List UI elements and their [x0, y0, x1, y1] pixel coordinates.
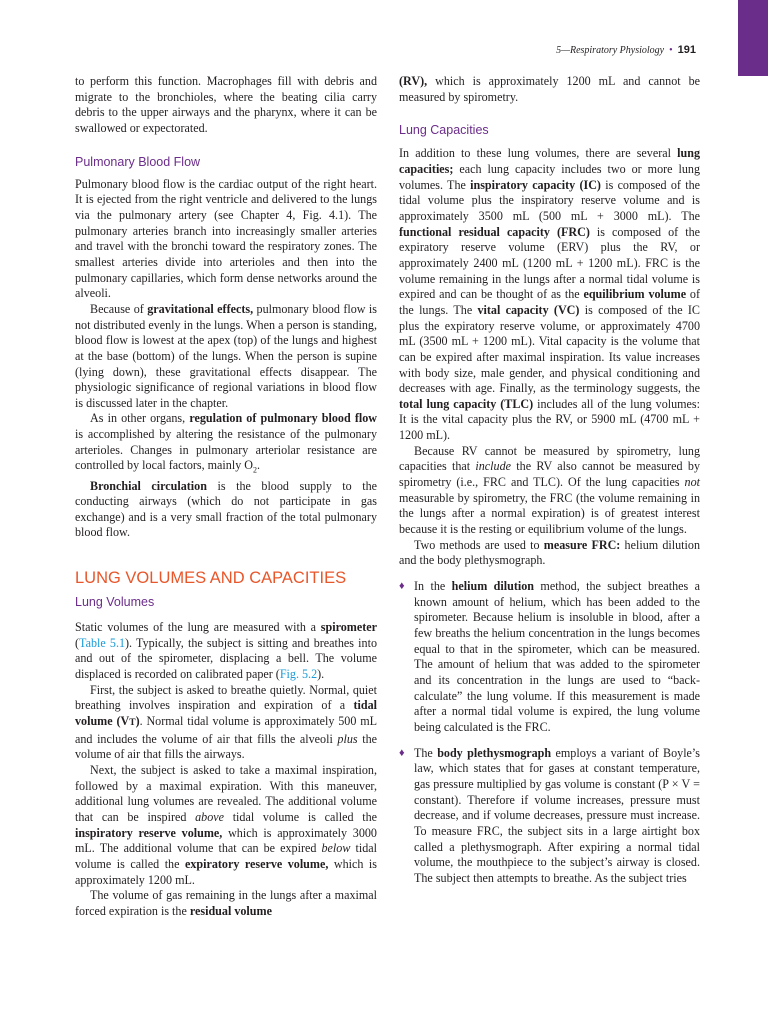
list-item [399, 579, 700, 736]
paragraph: (RV), which is approximately 1200 mL and cannot be measured by spirometry. [399, 74, 700, 104]
paragraph: Two methods are used to measure FRC: helium dilution and the body plethysmograph. [399, 537, 700, 568]
right-column [399, 74, 700, 887]
paragraph: In addition to these lung volumes, there are several lung capacities; each lung capacity includes two or more lung volumes. The inspiratory capacity (IC) is composed of the tidal volume plus the inspiratory reserve volume and is approximately 3500 mL (500 mL + 3000 mL). The functional residual capacity (FRC) is composed of the expiratory reserve volume (ERV) plus the RV, or approximately 2400 mL (1200 mL + 1200 mL). FRC is the volume remaining in the lungs after a normal tidal volume is expired and can be thought of as the equilibrium volume of the lungs. The vital capacity (VC) is composed of the IC plus the expiratory reserve volume, or approximately 4700 mL (3500 mL + 1200 mL). Vital capacity is the volume that can be expired after maximal inspiration. Its value increases with body size, male gender, and physical conditioning and decreases with age. Finally, as the terminology suggests, the total lung capacity (TLC) includes all of the lung volumes: It is the vital capacity plus the RV, or 5900 mL (4700 mL + 1200 mL). [399, 146, 701, 443]
heading-lung-capacities: Lung Capacities [399, 123, 489, 138]
left-column [75, 74, 377, 920]
table-5-1-link[interactable]: Table 5.1 [79, 635, 126, 650]
page-number: 191 [677, 44, 696, 56]
heading-lung-volumes-and-capacities: LUNG VOLUMES AND CAPACITIES [75, 569, 347, 588]
fig-5-2-link[interactable]: Fig. 5.2 [279, 667, 318, 682]
paragraph: In the helium dilution method, the subject breathes a known amount of helium, which has been added to the spirometer. Because helium is insoluble in blood, after a few breaths the helium concentration in the lungs becomes equal to that in the spirometer, which can be measured. The amount of helium that was added to the spirometer and its concentration in the lungs are used to “back-calculate” the lung volume. If this measurement is made after a normal tidal volume is expired, the lung volume being calculated is the FRC. [414, 579, 700, 734]
paragraph: The body plethysmograph employs a variant of Boyle’s law, which states that for gases at constant temperature, gas pressure multiplied by gas volume is constant (P × V = constant). Therefore if volume increases, pressure must decrease, and if volume decreases, pressure must increase. To measure FRC, the subject sits in a large airtight box called a plethysmograph. After expiring a normal tidal volume, the mouthpiece to the subject’s airway is closed. The subject then attempts to breathe. As the subject tries [414, 745, 700, 885]
heading-lung-volumes: Lung Volumes [75, 595, 155, 610]
heading-pulmonary-blood-flow: Pulmonary Blood Flow [75, 154, 201, 169]
paragraph: Bronchial circulation is the blood supply to the conducting airways (which do not participate in gas exchange) and is a very small fraction of the total pulmonary blood flow. [75, 478, 377, 540]
paragraph: The volume of gas remaining in the lungs after a maximal forced expiration is the residual volume [75, 888, 377, 918]
paragraph: Because RV cannot be measured by spirometry, lung capacities that include the RV also cannot be measured by spirometry (i.e., FRC and TLC). Of the lung capacities not measurable by spirometry, the FRC (the volume remaining in the lungs after a normal expiration) is of greatest interest because it is the resting or equilibrium volume of the lungs. [399, 443, 700, 537]
header-bullet: • [669, 45, 673, 56]
running-header [556, 43, 696, 58]
paragraph: Because of gravitational effects, pulmonary blood flow is not distributed evenly in the lungs. When a person is standing, blood flow is lowest at the apex (top) of the lungs and highest at the base (bottom) of the lungs. When the person is supine (lying down), these gravitational effects disappear. The physiologic significance of regional variations in blood flow is discussed later in the chapter. [75, 301, 377, 410]
paragraph: to perform this function. Macrophages fill with debris and migrate to the bronchioles, where the beating cilia carry debris to the upper airways and the pharynx, where it can be swallowed or expectorated. [75, 74, 377, 135]
paragraph: Next, the subject is asked to take a maximal inspiration, followed by a maximal expiration. With this maneuver, additional lung volumes are revealed. The additional volume that can be inspired above tidal volume is called the inspiratory reserve volume, which is approximately 3000 mL. The additional volume that can be expired below tidal volume is called the expiratory reserve volume, which is approximately 1200 mL. [75, 763, 377, 887]
diamond-bullet-icon: ♦ [399, 746, 405, 759]
list-item [399, 746, 700, 887]
paragraph: As in other organs, regulation of pulmonary blood flow is accomplished by altering the resistance of the pulmonary arterioles. Changes in pulmonary arteriolar resistance are controlled by local factors, mainly $O_2$. [75, 411, 377, 475]
diamond-bullet-icon: ♦ [399, 580, 405, 593]
paragraph: Static volumes of the lung are measured with a spirometer (Table 5.1). Typically, the subject is sitting and breathes into and out of the spirometer, displacing a bell. The volume displaced is recorded on calibrated paper (Fig. 5.2). [75, 620, 377, 682]
paragraph: Pulmonary blood flow is the cardiac output of the right heart. It is ejected from the right ventricle and delivered to the lungs via the pulmonary artery (see Chapter 4, Fig. 4.1). The pulmonary arteries branch into increasingly smaller arteries and travel with the bronchi toward the respiratory zones. The smallest arteries divide into arterioles and then into the pulmonary capillaries, which form dense networks around the alveoli. [75, 176, 377, 301]
chapter-tab [738, 0, 768, 76]
paragraph: First, the subject is asked to breathe quietly. Normal, quiet breathing involves inspiration and expiration of a tidal volume (VT). Normal tidal volume is approximately 500 mL and includes the volume of air that fills the alveoli plus the volume of air that fills the airways. [75, 682, 377, 762]
running-header-section: 5—Respiratory Physiology [556, 45, 665, 56]
